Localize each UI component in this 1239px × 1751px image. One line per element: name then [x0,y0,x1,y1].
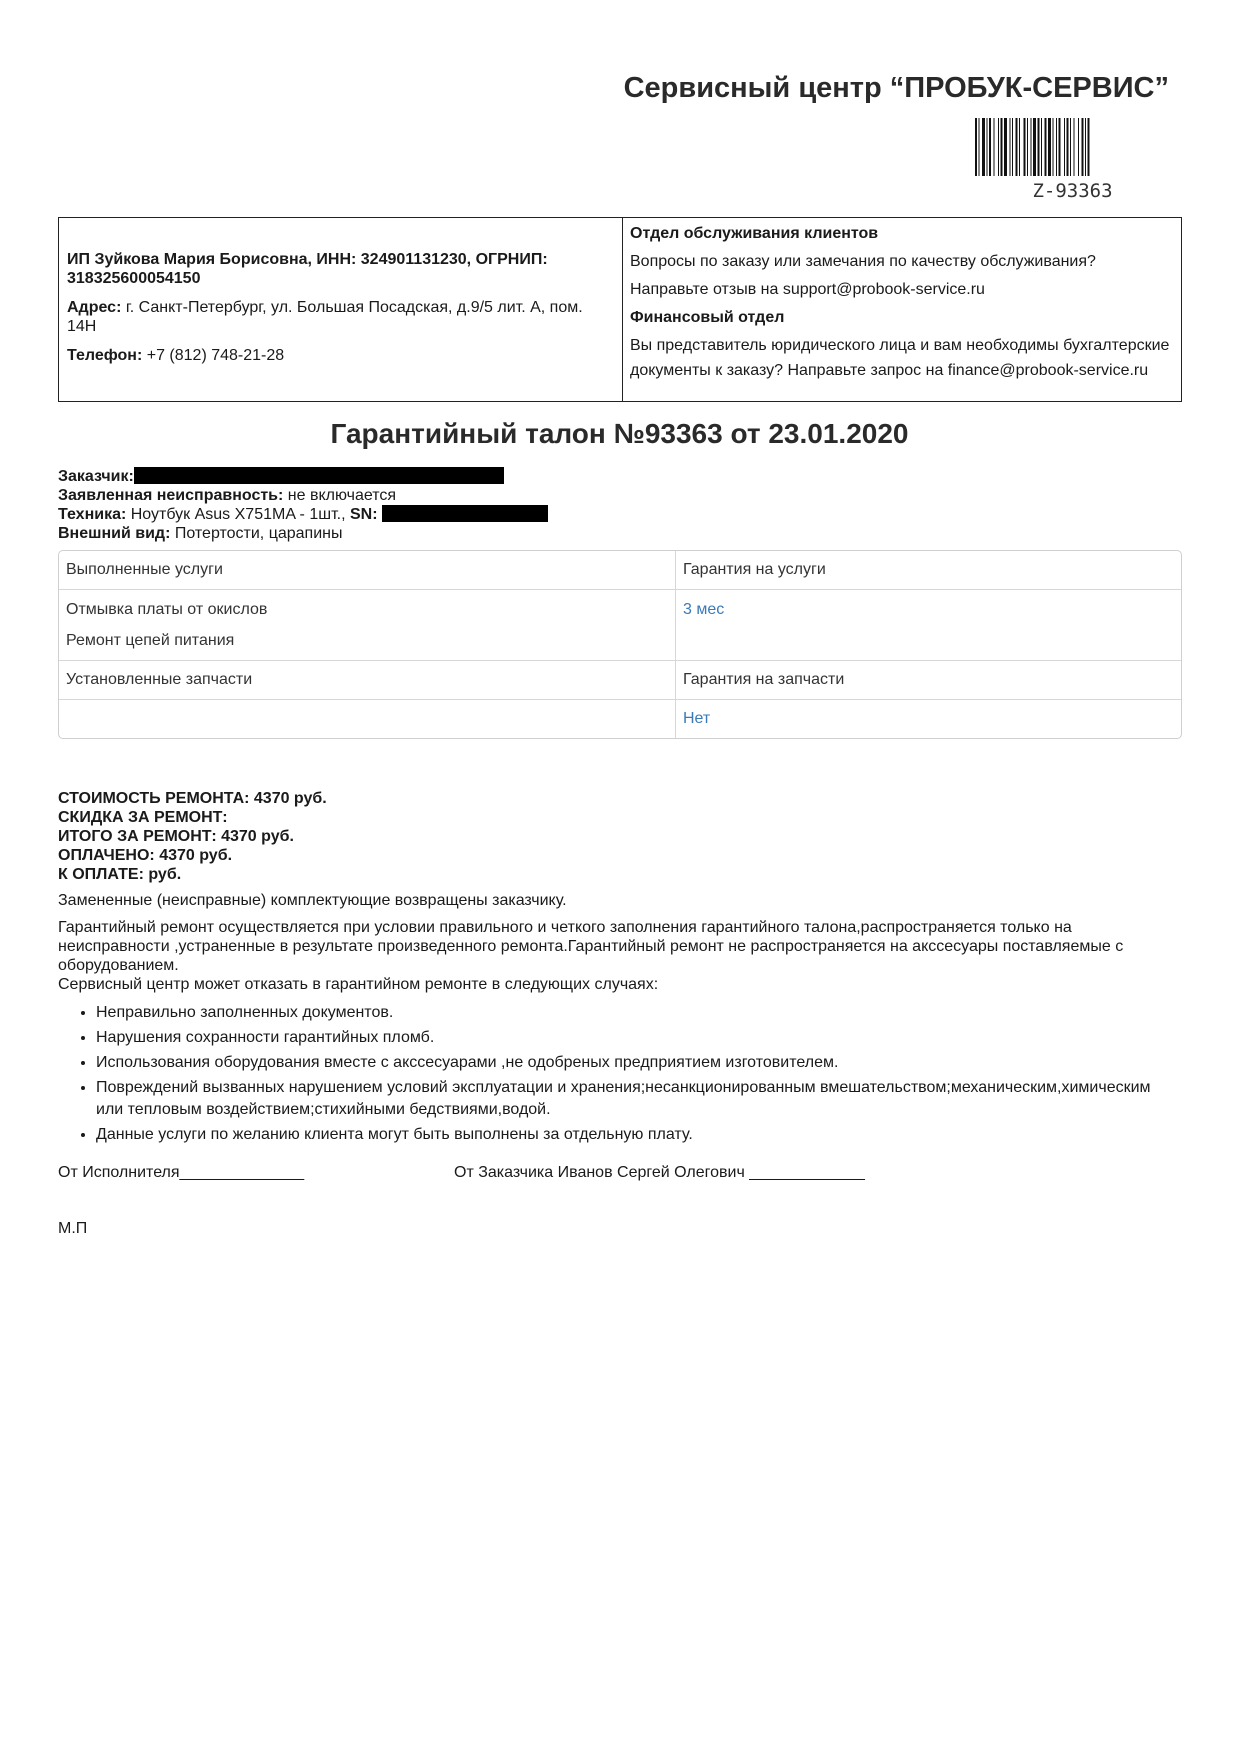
fault-label: Заявленная неисправность: [58,487,284,504]
address-line [67,298,614,336]
phone-label: Телефон: [67,347,143,364]
stamp-place: М.П [58,1220,88,1237]
finance-email: документы к заказу? Направьте запрос на finance@probook-service.ru [630,362,1149,379]
parts-value [59,700,676,738]
barcode-image [975,118,1170,176]
phone-line [67,346,614,365]
refusal-item: • Неправильно заполненных документов. [96,1002,1182,1024]
fault-line [58,486,548,505]
services-header: Выполненные услуги [59,551,676,589]
refusal-item: • Нарушения сохранности гарантийных пломб. [96,1027,1182,1049]
amount-due: К ОПЛАТЕ: руб. [58,866,182,883]
order-fields [58,467,548,543]
services-row [59,590,1181,661]
warranty-terms [58,891,1182,1149]
service-item: Ремонт цепей питания [66,632,235,649]
appearance-value: Потертости, царапины [174,525,343,542]
device-line [58,505,548,524]
services-warranty-header: Гарантия на услуги [683,561,826,578]
services-warranty-value: 3 мес [683,601,725,618]
company-title: Сервисный центр “ПРОБУК-СЕРВИС” [623,72,1169,104]
support-email: Направьте отзыв на support@probook-service.ru [630,281,985,298]
customer-redaction [134,467,504,484]
customer-line [58,467,548,486]
company-details [59,218,623,401]
company-info-box [58,217,1182,402]
support-heading: Отдел обслуживания клиентов [630,225,879,242]
executor-signature: От Исполнителя______________ [58,1164,305,1181]
refusal-list [58,1002,1182,1146]
returned-parts-note: Замененные (неисправные) комплектующие возвращены заказчику. [58,892,567,909]
contacts-details [623,218,1181,401]
document-title: Гарантийный талон №93363 от 23.01.2020 [330,418,909,449]
parts-warranty-header: Гарантия на запчасти [683,671,845,688]
device-value: Ноутбук Asus X751MA - 1шт., [130,506,346,523]
barcode-number: Z-93363 [1032,180,1113,202]
services-list [59,590,676,660]
parts-header-row [59,661,1181,700]
refusal-item: • Данные услуги по желанию клиента могут быть выполнены за отдельную плату. [96,1124,1182,1146]
customer-signature: От Заказчика Иванов Сергей Олегович _____________ [454,1164,865,1181]
repair-discount: СКИДКА ЗА РЕМОНТ: [58,809,228,826]
sn-label: SN: [349,506,378,523]
repair-total: ИТОГО ЗА РЕМОНТ: 4370 руб. [58,828,294,845]
finance-question: Вы представитель юридического лица и вам необходимы бухгалтерские [630,337,1170,354]
device-label: Техника: [58,506,127,523]
parts-row [59,700,1181,738]
refusal-item: • Повреждений вызванных нарушением условий эксплуатации и хранения;несанкционированным вмешательством;механическим,химическим или тепловым воздействием;стихийными бедствиями,водой. [96,1077,1182,1121]
service-item: Отмывка платы от окислов [66,601,268,618]
entity-name: ИП Зуйкова Мария Борисовна, ИНН: 324901131230, ОГРНИП: 318325600054150 [67,251,548,287]
address-value: г. Санкт-Петербург, ул. Большая Посадская, д.9/5 лит. А, пом. 14Н [67,299,583,335]
appearance-label: Внешний вид: [58,525,171,542]
payment-summary [58,789,327,884]
customer-label: Заказчик: [58,468,134,485]
parts-warranty-value: Нет [683,710,711,727]
parts-header: Установленные запчасти [59,661,676,699]
refusal-intro: Сервисный центр может отказать в гарантийном ремонте в следующих случаях: [58,976,659,993]
refusal-item: • Использования оборудования вместе с акссесуарами ,не одобреных предприятием изготовителем. [96,1052,1182,1074]
amount-paid: ОПЛАЧЕНО: 4370 руб. [58,847,233,864]
warranty-conditions: Гарантийный ремонт осуществляется при условии правильного и четкого заполнения гарантийного талона,распространяется только на неисправности ,устраненные в результате произведенного ремонта.Гарантийный ремонт не распространяется на акссесуары поставляемые с оборудованием. [58,919,1124,974]
phone-value: +7 (812) 748-21-28 [146,347,285,364]
address-label: Адрес: [67,299,122,316]
finance-heading: Финансовый отдел [630,309,785,326]
appearance-line [58,524,548,543]
fault-value: не включается [287,487,397,504]
services-header-row [59,551,1181,590]
support-question: Вопросы по заказу или замечания по качеству обслуживания? [630,253,1096,270]
services-table [58,550,1182,739]
repair-cost: СТОИМОСТЬ РЕМОНТА: 4370 руб. [58,790,327,807]
sn-redaction [382,505,548,522]
